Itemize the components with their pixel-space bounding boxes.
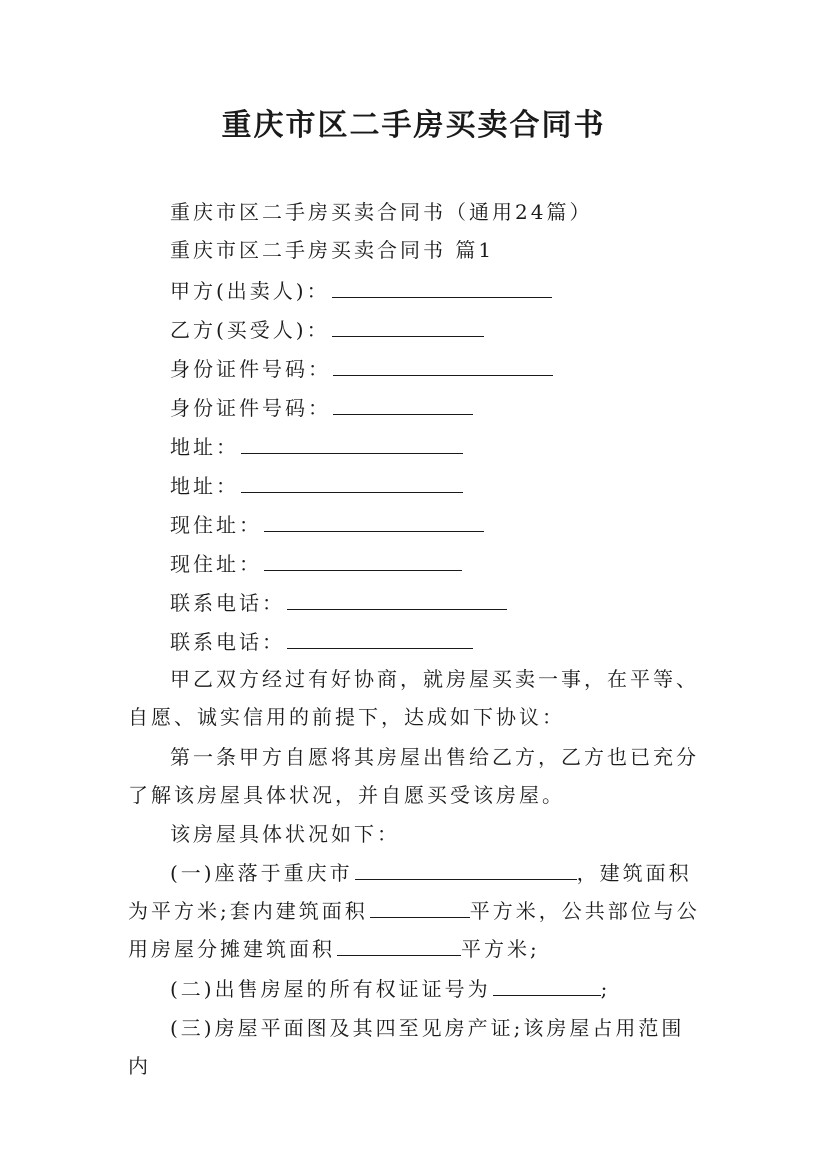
document-title: 重庆市区二手房买卖合同书 (221, 108, 606, 143)
blank-line (241, 431, 463, 454)
item-2-text-a: (二)出售房屋的所有权证证号为 (170, 977, 491, 1001)
field-label: 甲方(出卖人)： (170, 279, 330, 303)
item-1-text-a: (一)座落于重庆市 (170, 861, 353, 885)
blank-line (337, 935, 461, 956)
article-1-paragraph: 第一条甲方自愿将其房屋出售给乙方，乙方也已充分了解该房屋具体状况，并自愿买受该房屋。 (128, 745, 699, 807)
field-label: 地址： (170, 474, 239, 498)
field-phone-seller (170, 587, 507, 617)
blank-line (333, 353, 553, 376)
blank-line (493, 975, 601, 996)
field-label: 现住址： (170, 552, 262, 576)
item-3-paragraph: (三)房屋平面图及其四至见房产证;该房屋占用范围内 (128, 1016, 685, 1078)
field-address-seller (170, 431, 463, 461)
blank-line (287, 626, 473, 649)
field-label: 联系电话： (170, 591, 285, 615)
document-subtitle: 重庆市区二手房买卖合同书（通用24篇） (170, 200, 593, 224)
field-id-number-buyer (170, 392, 473, 422)
item-2-paragraph (128, 970, 700, 1008)
field-phone-buyer (170, 626, 473, 656)
field-buyer (170, 314, 484, 344)
field-current-address-buyer (170, 548, 462, 578)
field-seller (170, 275, 552, 305)
field-id-number-seller (170, 353, 553, 383)
field-label: 身份证件号码： (170, 396, 331, 420)
blank-line (241, 470, 463, 493)
blank-line (332, 314, 484, 337)
field-label: 地址： (170, 435, 239, 459)
item-1-paragraph (128, 854, 700, 968)
item-1-text-c: 平方米，公共部位与公用房屋分摊建筑面积 (128, 899, 700, 961)
blank-line (333, 392, 473, 415)
item-1-text-d: 平方米; (461, 937, 540, 961)
section-heading: 重庆市区二手房买卖合同书 篇1 (170, 238, 495, 262)
field-label: 乙方(买受人)： (170, 318, 330, 342)
field-label: 联系电话： (170, 630, 285, 654)
blank-line (355, 859, 577, 880)
blank-line (264, 548, 462, 571)
field-label: 现住址： (170, 513, 262, 537)
status-heading: 该房屋具体状况如下： (170, 822, 400, 846)
item-2-text-b: ; (600, 977, 611, 1001)
blank-line (370, 897, 470, 918)
blank-line (264, 509, 484, 532)
blank-line (332, 275, 552, 298)
field-address-buyer (170, 470, 463, 500)
blank-line (287, 587, 507, 610)
field-current-address-seller (170, 509, 484, 539)
item-1-text-b: ，建筑面积为平方米;套内建筑面积 (128, 861, 692, 923)
intro-paragraph: 甲乙双方经过有好协商，就房屋买卖一事，在平等、自愿、诚实信用的前提下，达成如下协议： (128, 667, 699, 729)
field-label: 身份证件号码： (170, 357, 331, 381)
